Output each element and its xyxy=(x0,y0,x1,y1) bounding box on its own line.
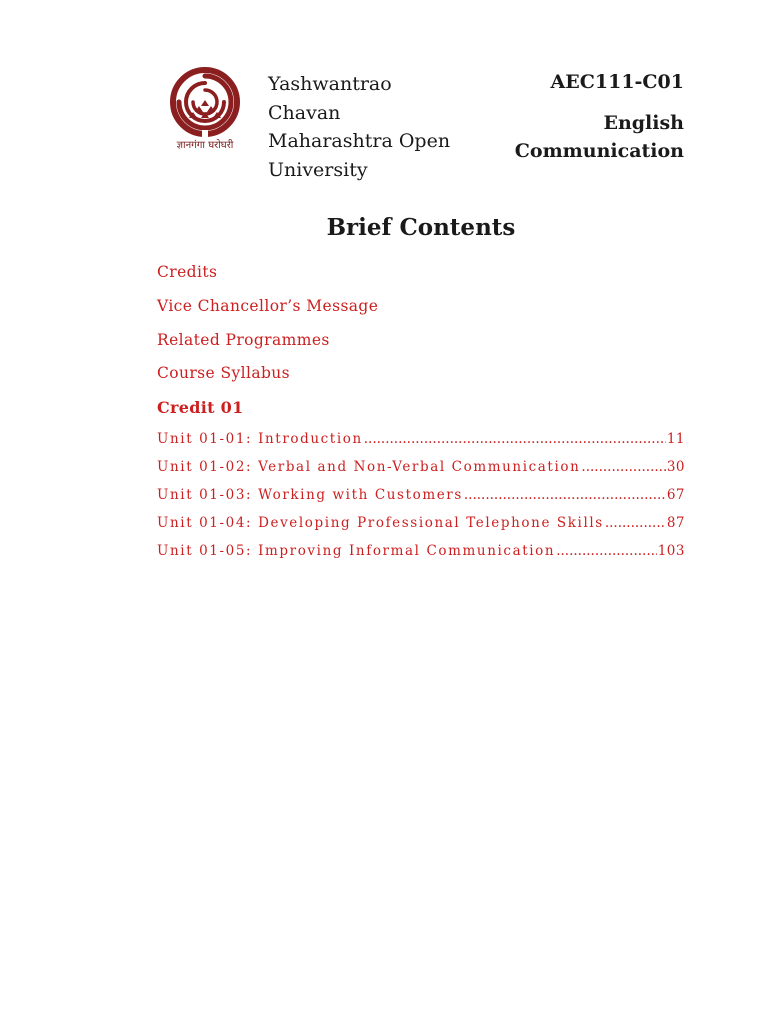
toc-link-course-syllabus[interactable]: Course Syllabus xyxy=(157,364,291,382)
unit-page-number: 11 xyxy=(666,431,685,447)
toc-unit-row[interactable] xyxy=(157,543,685,563)
course-title-line: Communication xyxy=(514,140,684,162)
toc-unit-row[interactable] xyxy=(157,487,685,507)
unit-label: Unit 01-02: Verbal and Non-Verbal Communication xyxy=(157,459,581,475)
unit-label: Unit 01-01: Introduction xyxy=(157,431,363,447)
dot-leader xyxy=(605,515,666,531)
credit-heading: Credit 01 xyxy=(157,398,244,417)
toc-link-related-programmes[interactable]: Related Programmes xyxy=(157,331,330,349)
dot-leader xyxy=(464,487,666,503)
university-name-line: Maharashtra Open xyxy=(268,130,451,152)
dot-leader xyxy=(556,543,657,559)
university-name-line: Chavan xyxy=(268,101,341,124)
university-name-line: University xyxy=(268,158,368,181)
university-name-line: Yashwantrao xyxy=(268,73,392,95)
unit-page-number: 103 xyxy=(657,543,685,559)
toc-unit-row[interactable] xyxy=(157,515,685,535)
toc-link-credits[interactable]: Credits xyxy=(157,263,218,281)
toc-unit-row[interactable] xyxy=(157,431,685,451)
logo-motto: ज्ञानगंगा घरोघरी xyxy=(176,140,234,151)
unit-page-number: 87 xyxy=(666,515,685,531)
unit-label: Unit 01-04: Developing Professional Telephone Skills xyxy=(157,515,604,531)
dot-leader xyxy=(364,431,666,447)
unit-page-number: 30 xyxy=(666,459,685,475)
page-title: Brief Contents xyxy=(326,214,516,241)
toc-link-vice-chancellors-message[interactable]: Vice Chancellor’s Message xyxy=(157,297,379,315)
unit-label: Unit 01-03: Working with Customers xyxy=(157,487,463,503)
course-title-line: English xyxy=(603,112,684,134)
toc-unit-row[interactable] xyxy=(157,459,685,479)
university-name xyxy=(268,70,468,184)
course-title xyxy=(515,109,684,165)
unit-label: Unit 01-05: Improving Informal Communication xyxy=(157,543,556,559)
course-code: AEC111-C01 xyxy=(550,71,684,93)
unit-page-number: 67 xyxy=(666,487,685,503)
dot-leader xyxy=(581,459,665,475)
